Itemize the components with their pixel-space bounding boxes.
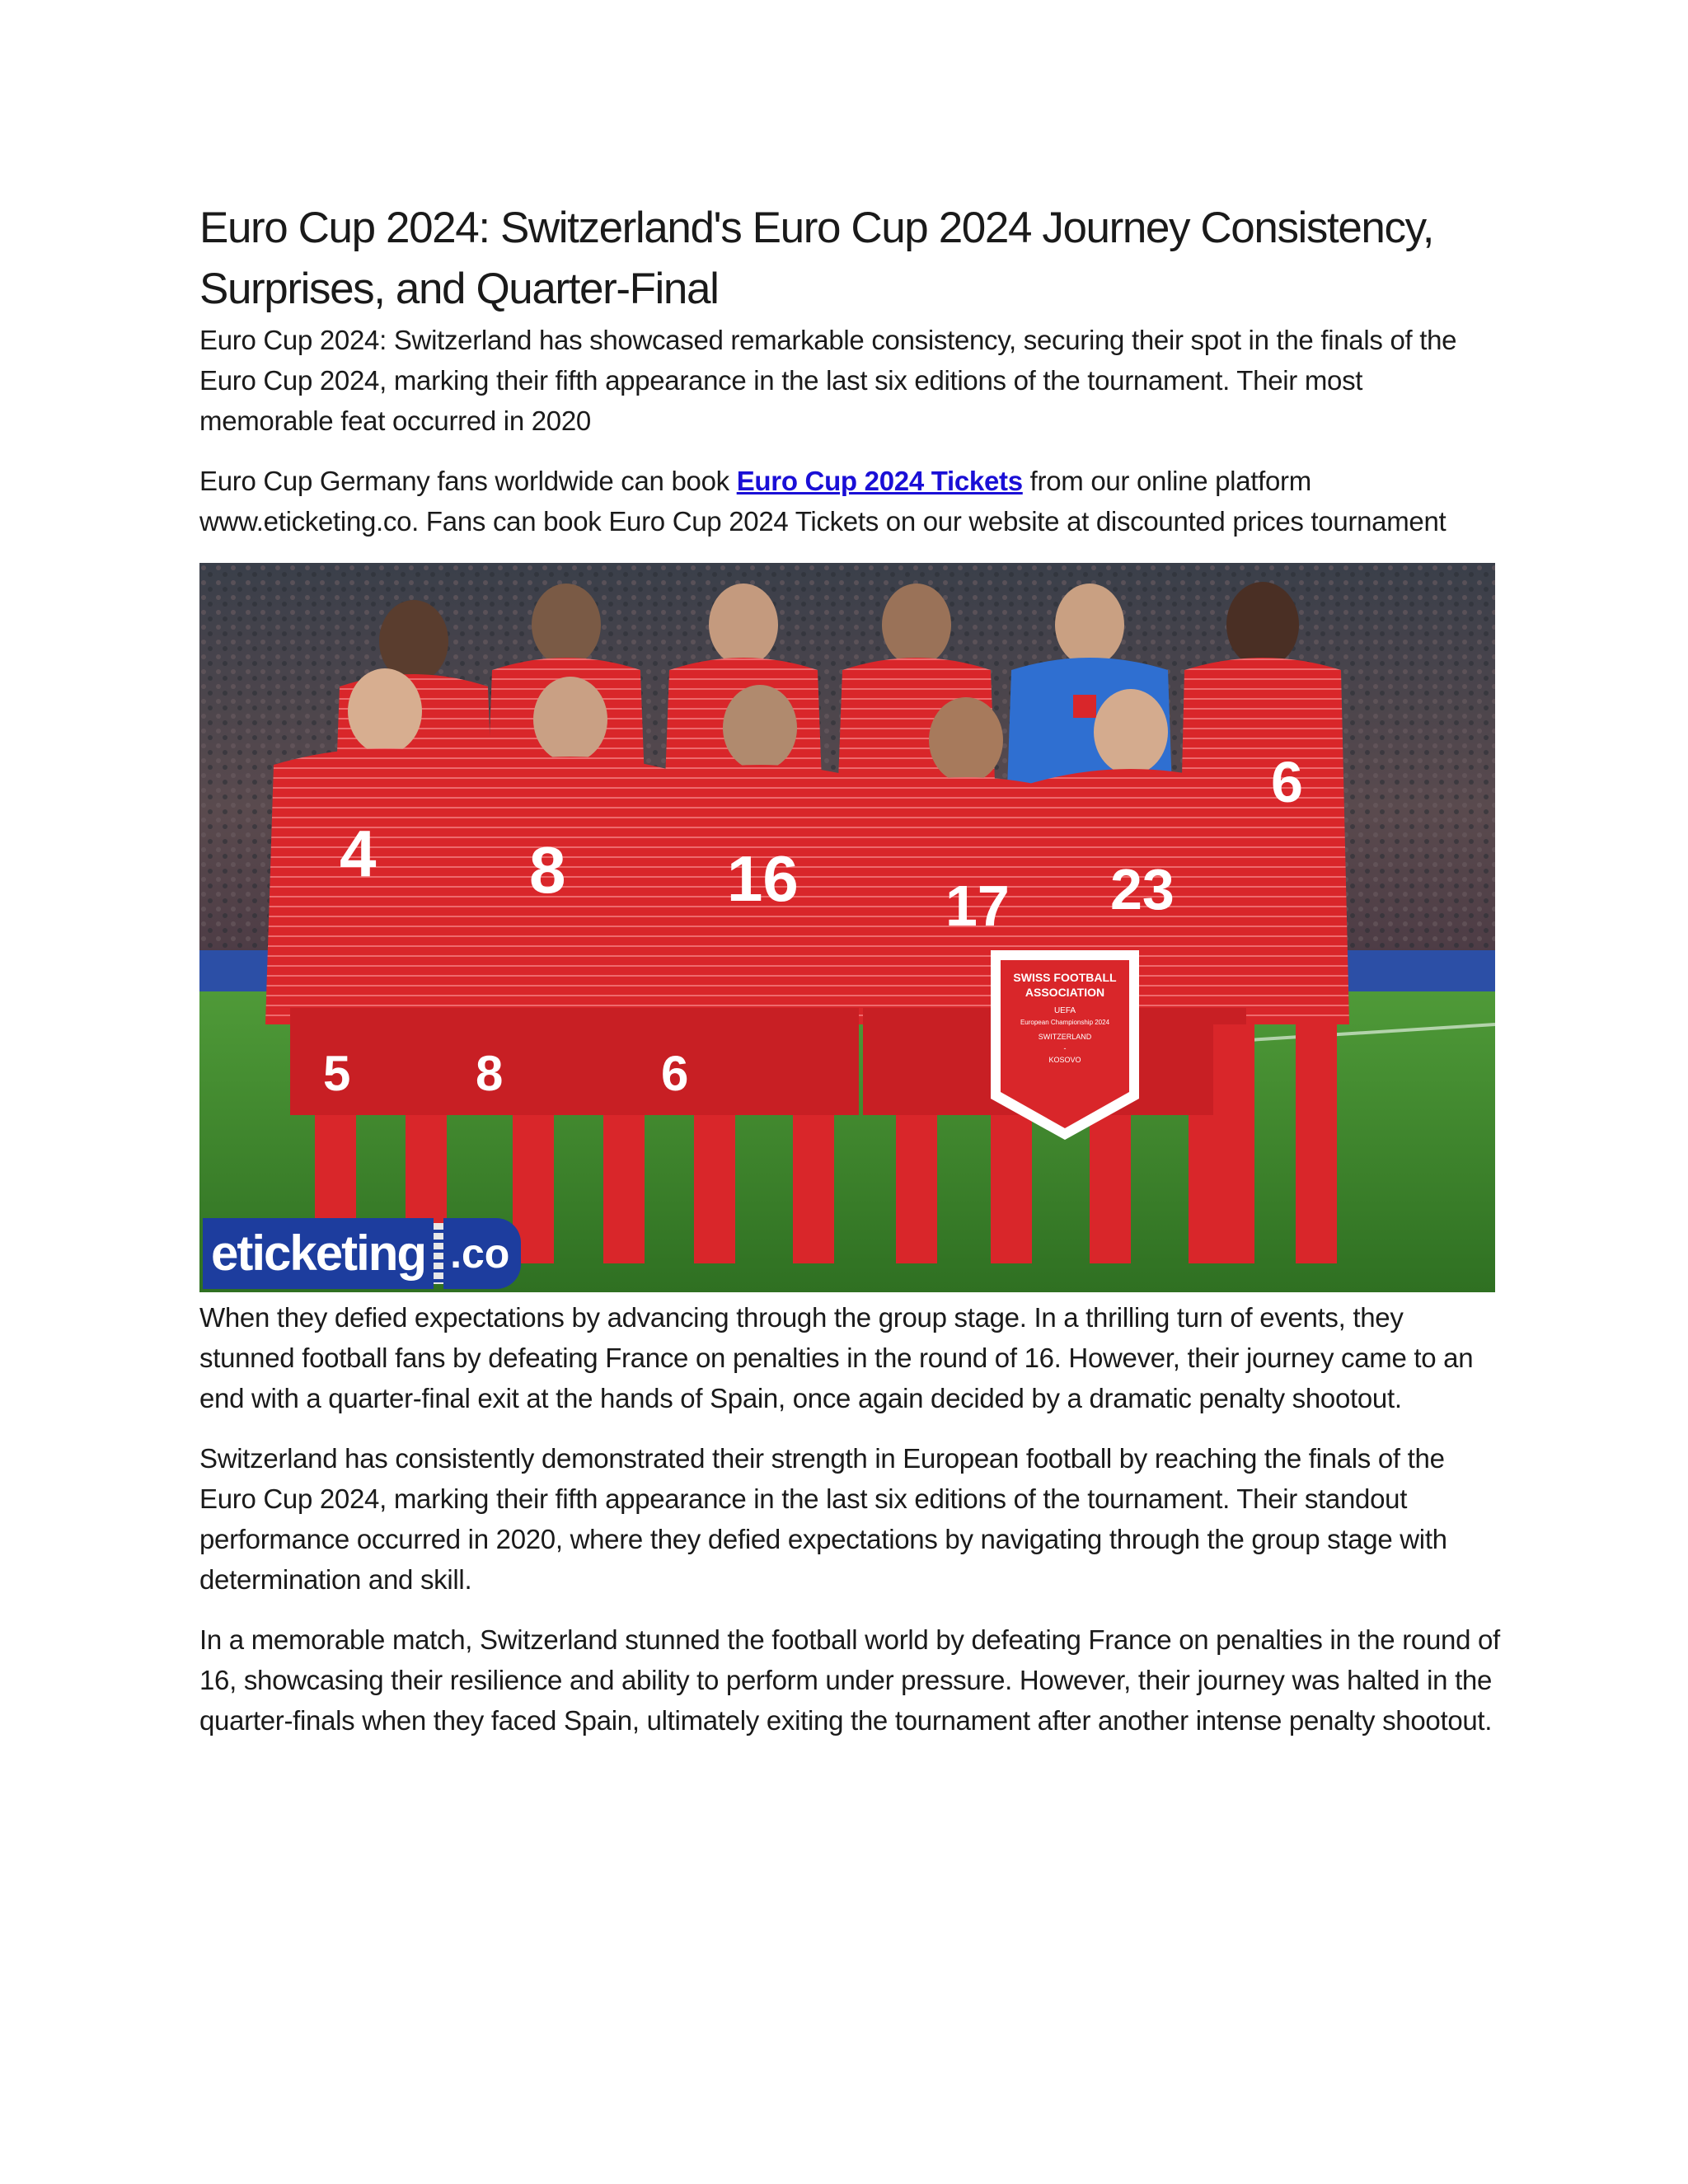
tickets-link[interactable]: Euro Cup 2024 Tickets [736, 466, 1023, 496]
svg-text:UEFA: UEFA [1053, 1006, 1076, 1015]
jersey-number-17: 17 [945, 874, 1010, 938]
body-paragraph-2: Switzerland has consistently demonstrated their strength in European football by reaching the finals of the Euro Cup 2024, marking their fifth appearance in the last six editions of the tournament. Their standout performance occurred in 2020, where they defied expectations by navigating through the group stage with determination and skill. [199, 1443, 1447, 1595]
jersey-number-16: 16 [727, 842, 799, 915]
body-paragraph-1: When they defied expectations by advancing through the group stage. In a thrilling turn of events, they stunned football fans by defeating France on penalties in the round of 16. However, their journey came to an end with a quarter-final exit at the hands of Spain, once again decided by a dramatic penalty shootout. [199, 1302, 1474, 1413]
document-page [199, 198, 1502, 1741]
team-photo [199, 563, 1495, 1292]
jersey-number-4: 4 [340, 817, 377, 890]
jersey-number-23: 23 [1110, 857, 1175, 921]
logo-text: eticketing [203, 1218, 434, 1289]
shorts-number-8: 8 [476, 1046, 504, 1101]
body-paragraph-3: In a memorable match, Switzerland stunned the football world by defeating France on penalties in the round of 16, showcasing their resilience and ability to perform under pressure. However, their journey was halted in the quarter-finals when they faced Spain, ultimately exiting the tournament after another intense penalty shootout. [199, 1624, 1500, 1736]
jersey-number-8: 8 [529, 833, 566, 907]
article-title: Euro Cup 2024: Switzerland's Euro Cup 2024 Journey Consistency, Surprises, and Quarter-Final [199, 204, 1434, 313]
logo-divider [434, 1223, 443, 1284]
eticketing-logo [203, 1218, 521, 1289]
jersey-number-6: 6 [1271, 750, 1303, 814]
svg-text:-: - [1063, 1044, 1067, 1052]
intro-paragraph: Euro Cup 2024: Switzerland has showcased remarkable consistency, securing their spot in the finals of the Euro Cup 2024, marking their fifth appearance in the last six editions of the tournament. Their most memorable feat occurred in 2020 [199, 325, 1457, 436]
svg-text:SWITZERLAND: SWITZERLAND [1038, 1033, 1092, 1041]
promo-text-before: Euro Cup Germany fans worldwide can book [199, 466, 737, 496]
svg-text:SWISS FOOTBALL: SWISS FOOTBALL [1013, 971, 1117, 984]
logo-suffix: .co [443, 1218, 521, 1289]
team-photo-illustration [199, 563, 1495, 1292]
promo-text-after: from our online platform www.eticketing.co. Fans can book Euro Cup 2024 Tickets on our website at discounted prices tournament [199, 466, 1447, 537]
promo-paragraph [199, 461, 1502, 541]
shorts-number-5: 5 [323, 1046, 351, 1101]
svg-text:European Championship 2024: European Championship 2024 [1020, 1019, 1110, 1026]
svg-text:ASSOCIATION: ASSOCIATION [1025, 986, 1105, 999]
shorts-number-6: 6 [661, 1046, 689, 1101]
svg-text:KOSOVO: KOSOVO [1048, 1056, 1081, 1064]
